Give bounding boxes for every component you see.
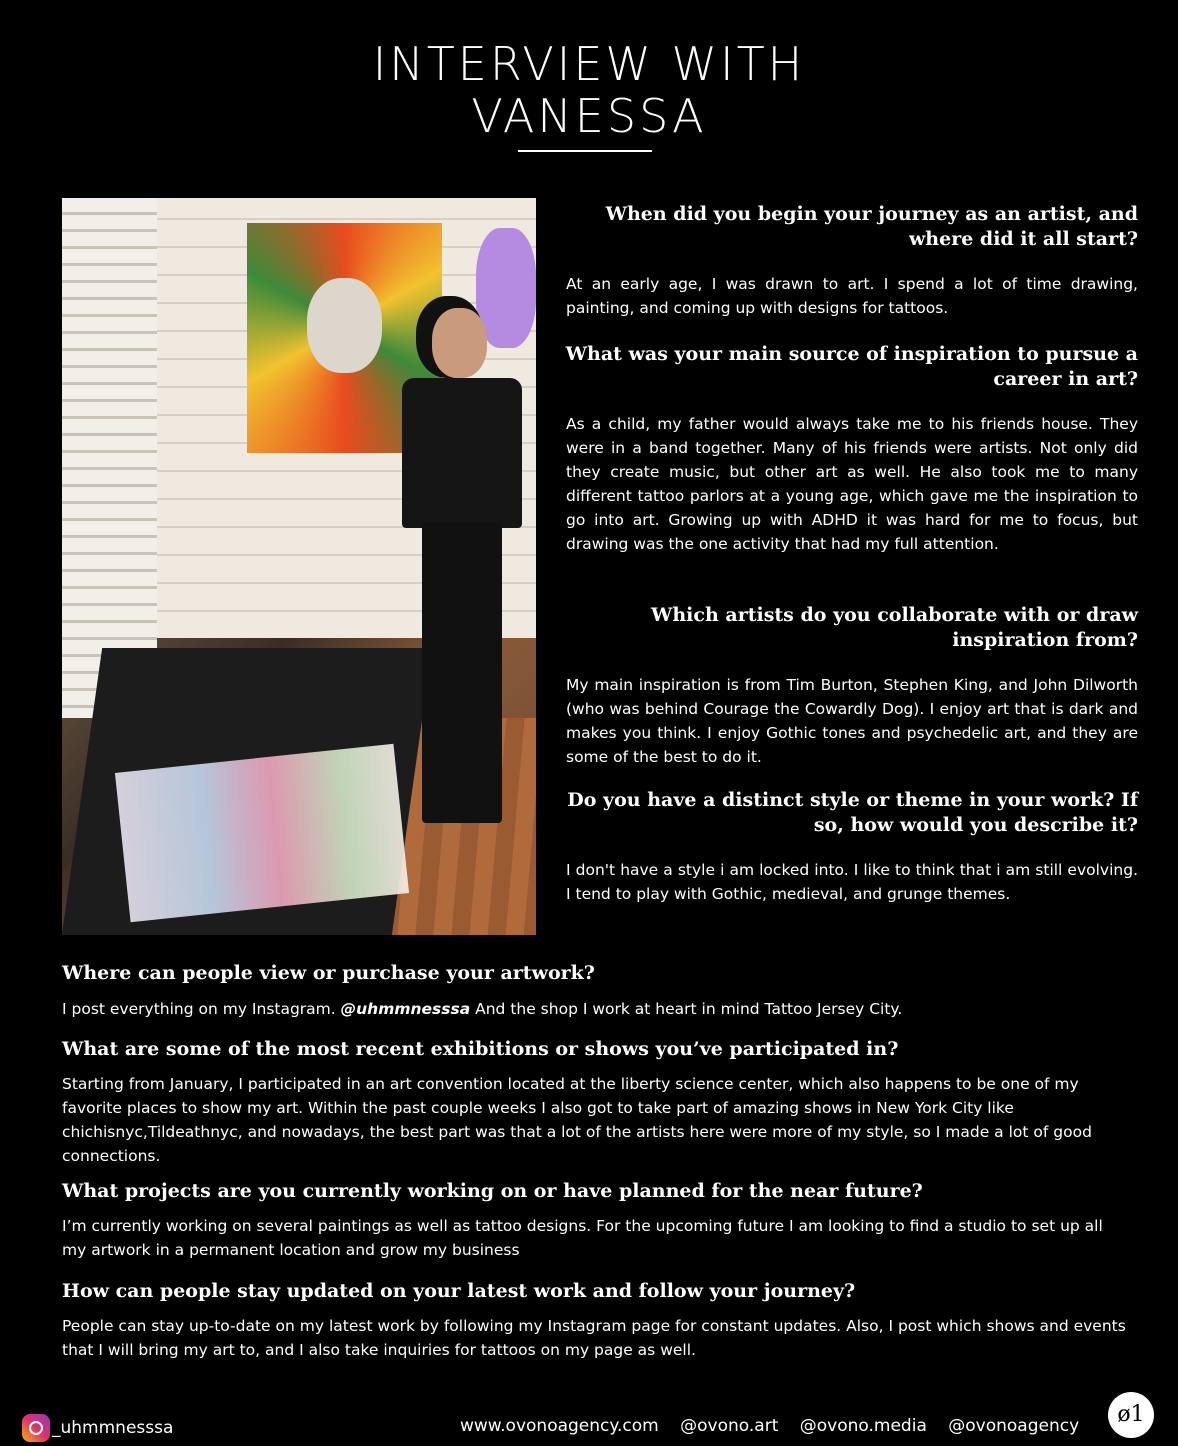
question: How can people stay updated on your latest work and follow your journey?	[62, 1280, 856, 1302]
handle-ovono-media[interactable]: @ovono.media	[799, 1416, 927, 1436]
title-line-1: INTERVIEW WITH	[372, 37, 806, 91]
question: What are some of the most recent exhibitions or shows you’ve participated in?	[62, 1038, 899, 1060]
question: Do you have a distinct style or theme in your work? If so, how would you describe it?	[567, 789, 1138, 836]
instagram-handle-link[interactable]: @uhmmnesssa	[340, 1000, 471, 1018]
answer-text: I post everything on my Instagram.	[62, 1000, 341, 1018]
ovono-logo: ø1	[1108, 1392, 1154, 1438]
title-line-2: VANESSA	[471, 89, 707, 143]
website-link[interactable]: www.ovonoagency.com	[460, 1416, 659, 1436]
photo-artist	[397, 308, 527, 868]
answer	[62, 997, 1130, 1021]
question: Where can people view or purchase your artwork?	[62, 962, 595, 984]
artist-photo	[62, 198, 536, 935]
photo-artist-head	[432, 308, 487, 378]
answer: As a child, my father would always take me to his friends house. They were in a band together. Many of his friends were artists. Not only did they create music, but other art as well. He also took me to many different tattoo parlors at a young age, which gave me the inspiration to go into art. Growing up with ADHD it was hard for me to focus, but drawing was the one activity that had my full attention.	[566, 415, 1138, 553]
question: What projects are you currently working on or have planned for the near future?	[62, 1180, 923, 1202]
photo-art-prints	[115, 744, 409, 922]
qa-block-4	[558, 788, 1138, 906]
photo-artist-legs	[422, 523, 502, 823]
question: What was your main source of inspiration to pursue a career in art?	[565, 343, 1138, 390]
answer: My main inspiration is from Tim Burton, Stephen King, and John Dilworth (who was behind Courage the Cowardly Dog). I enjoy art that is dark and makes you think. I enjoy Gothic tones and psychedelic art, and they are some of the best to do it.	[566, 676, 1138, 766]
photo-artist-body	[402, 378, 522, 528]
handle-ovonoagency[interactable]: @ovonoagency	[948, 1416, 1080, 1436]
answer-text: And the shop I work at heart in mind Tattoo Jersey City.	[470, 1000, 903, 1018]
footer-username[interactable]: _uhmmnesssa	[52, 1418, 174, 1438]
answer: I’m currently working on several paintings as well as tattoo designs. For the upcoming future I am looking to find a studio to set up all my artwork in a permanent location and grow my business	[62, 1217, 1103, 1259]
qa-block-1	[558, 202, 1138, 320]
instagram-icon[interactable]	[22, 1414, 50, 1442]
photo-shutter	[62, 198, 157, 718]
answer: At an early age, I was drawn to art. I spend a lot of time drawing, painting, and coming up with designs for tattoos.	[566, 275, 1138, 317]
qa-block-3	[558, 603, 1138, 769]
qa-block-2	[558, 342, 1138, 556]
question: When did you begin your journey as an artist, and where did it all start?	[605, 203, 1138, 250]
answer: People can stay up-to-date on my latest work by following my Instagram page for constant updates. Also, I post which shows and events that I will bring my art to, and I also take inquiries for tattoos on my page as well.	[62, 1317, 1126, 1359]
footer-links	[460, 1416, 1093, 1436]
photo-sun-face	[307, 278, 382, 373]
handle-ovono-art[interactable]: @ovono.art	[680, 1416, 779, 1436]
answer: Starting from January, I participated in an art convention located at the liberty science center, which also happens to be one of my favorite places to show my art. Within the past couple weeks I also got to take part of amazing shows in New York City like chichisnyc,Tildeathnyc, and nowadays, the best part was that a lot of the artists here were more of my style, so I made a lot of good connections.	[62, 1075, 1092, 1165]
page-title	[0, 38, 1178, 142]
answer: I don't have a style i am locked into. I like to think that i am still evolving. I tend to play with Gothic, medieval, and grunge themes.	[566, 861, 1138, 903]
title-divider	[518, 150, 652, 152]
question: Which artists do you collaborate with or draw inspiration from?	[651, 604, 1138, 651]
